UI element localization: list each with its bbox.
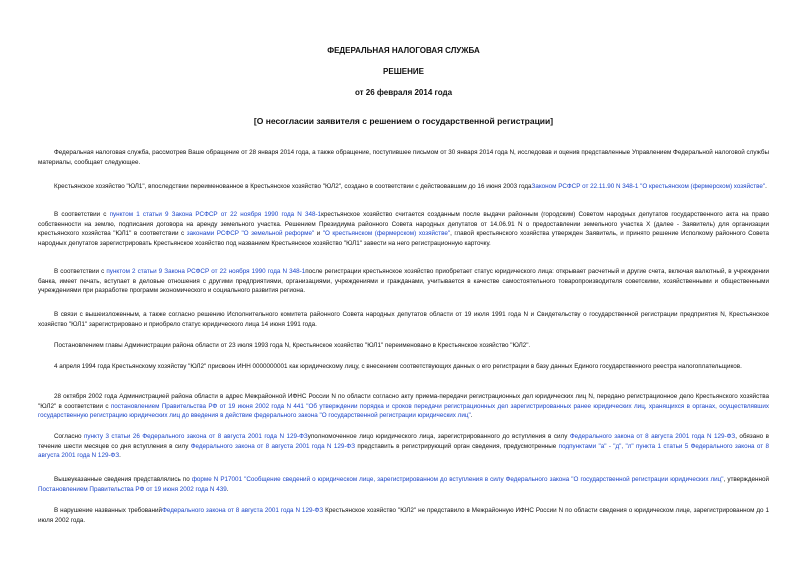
law-link-land-reform[interactable]: законами РСФСР "О земельной реформе" [186,230,315,238]
paragraph-text: , утвержденной [723,476,769,483]
document-subject: [О несогласии заявителя с решением о государственной регистрации] [253,116,554,126]
law-link-art9-p2[interactable]: пунктом 2 статьи 9 Закона РСФСР от 22 ноября 1990 года N 348-1 [106,268,306,275]
law-link-129fz[interactable]: Федерального закона от 8 августа 2001 года N 129-ФЗ [162,507,324,514]
paragraph-text: . [470,412,473,420]
paragraph-text: В нарушение названных требований [54,507,163,514]
law-link-decree-439[interactable]: Постановлением Правительства РФ от 19 июня 2002 года N 439 [38,485,227,493]
law-link-art9-p1[interactable]: пунктом 1 статьи 9 Закона РСФСР от 22 ноября 1990 года N 348-1 [109,211,322,218]
paragraph-9 [38,432,769,461]
paragraph-text: 4 апреля 1994 года Крестьянскому хозяйству "ЮЛ2" присвоен ИНН 0000000001 как юридическому лицу, с внесением соответствующих данных о его регистрации в базу данных Единого государственного реестра налогоплательщиков. [54,363,742,370]
law-link-129fz[interactable]: Федерального закона от 8 августа 2001 года N 129-ФЗ [569,433,736,440]
document-date: от 26 февраля 2014 года [354,88,453,97]
law-link-129fz-art5[interactable]: подпунктами "а" - "д", "л" пункта 1 статьи 5 Федерального закона от 8 августа 2001 года N 129-ФЗ [38,442,770,460]
paragraph-text: крестьянское хозяйство считается созданным после выдачи районным (городским) Советом народных депутатов государственного акта на право собственности на землю, подписания договора на аренду земельного участка. Решением Президиума районного Совета народных депутатов от 14.06.91 N о предоставлении земельного участка X (далее - Заявитель) для организации крестьянского хозяйства "ЮЛ1" в соответствии с [38,211,769,238]
law-link-farm-law[interactable]: "О крестьянском (фермерском) хозяйстве" [322,230,451,238]
paragraph-text: уполномоченное лицо юридического лица, зарегистрированного до вступления в силу [307,433,568,440]
paragraph-text: Постановлением главы Администрации района области от 23 июля 1993 года N, Крестьянское хозяйство "ЮЛ1" переименовано в Крестьянское хозяйство "ЮЛ2". [54,342,531,349]
paragraph-4 [38,267,769,296]
paragraph-2 [38,182,769,192]
paragraph-text: В соответствии с [54,211,107,218]
paragraph-text: В связи с вышеизложенным, а также согласно решению Исполнительного комитета районного Совета народных депутатов области от 19 июля 1991 года N и Свидетельству о государственной регистрации предприятия N, Крестьянское хозяйство "ЮЛ1" зарегистрировано и приобрело статус юридического лица 14 июня 1991 года. [38,311,769,328]
paragraph-10 [38,475,769,494]
paragraph-text: после регистрации крестьянское хозяйство приобретает статус юридического лица: открывает расчетный и другие счета, включая валютный, в учреждении банка, имеет печать, вступает в деловые отношения с другими предприятиями, организациями, учреждениями и гражданами, учитывается в качестве самостоятельного товаропроизводителя советскими, хозяйственными и общественными учреждениями при разработке программ экономического и социального развития региона. [38,268,770,295]
paragraph-3 [38,210,769,248]
paragraph-text: Крестьянское хозяйство "ЮЛ1", впоследствии переименованное в Крестьянское хозяйство "ЮЛ2", создано в соответствии с действовавшим до 16 июня 2003 года [54,183,532,190]
paragraph-text: Федеральная налоговая служба, рассмотрев Ваше обращение от 28 января 2014 года, а также обращение, поступившее письмом от 30 января 2014 года N, исследовав и оценив представленные Управлением Федеральной налоговой службы материалы, сообщает следующее. [38,149,769,166]
form-link-p17001[interactable]: форме N Р17001 "Сообщение сведений о юридическом лице, зарегистрированном до вступления в силу Федерального закона "О государственной регистрации юридических лиц" [191,476,724,483]
paragraph-text: и [316,230,321,238]
paragraph-text: Согласно [54,433,82,440]
paragraph-text: . [765,183,767,190]
law-link-348-1[interactable]: Законом РСФСР от 22.11.90 N 348-1 "О крестьянском (фермерском) хозяйстве" [531,183,766,190]
paragraph-text: В соответствии с [54,268,105,275]
paragraph-7 [38,362,769,372]
paragraph-5 [38,310,769,329]
law-link-decree-441[interactable]: постановлением Правительства РФ от 19 июня 2002 года N 441 "Об утверждении порядка и сроков передачи регистрационных дел зарегистрированных ранее юридических лиц, хранящихся в органах, осуществлявших государственную регистрацию юридических лиц до введения в действие федерального закона "О государственной регистрации юридических лиц" [38,402,770,420]
paragraph-1 [38,148,769,167]
paragraph-text: Крестьянское хозяйство "ЮЛ2" не представило в Межрайонную ИФНС России N по области сведения о юридическом лице, зарегистрированном до 1 июля 2002 года. [38,507,769,524]
paragraph-text: Вышеуказанные сведения представлялись по [54,476,190,483]
paragraph-text: . [226,485,229,493]
paragraph-text: , обязано в течение шести месяцев со дня вступления в силу [38,433,770,450]
paragraph-8 [38,392,769,421]
paragraph-6 [38,341,769,351]
document-type: РЕШЕНИЕ [383,67,424,76]
paragraph-text: представить в регистрирующий орган сведения, предусмотренные [357,442,557,450]
law-link-129fz[interactable]: Федерального закона от 8 августа 2001 года N 129-ФЗ [190,442,356,450]
paragraph-11 [38,506,769,525]
paragraph-text: 28 октября 2002 года Администрацией района области в адрес Межрайонной ИФНС России N по области согласно акту приема-передачи регистрационных дел юридических лиц N, передано регистрационное дело Крестьянского хозяйства "ЮЛ2" в соответствии с [38,393,769,410]
agency-title: ФЕДЕРАЛЬНАЯ НАЛОГОВАЯ СЛУЖБА [327,46,480,55]
law-link-129fz-art26[interactable]: пункту 3 статьи 26 Федерального закона от 8 августа 2001 года N 129-ФЗ [84,433,308,440]
paragraph-text: . [119,452,121,460]
paragraph-text: , главой крестьянского хозяйства утвержден Заявитель, и принято решение Исполкому районного Совета народных депутатов зарегистрировать Крестьянское хозяйство под названием Крестьянское хозяйство "ЮЛ1" завести на него регистрационную карточку. [38,230,770,247]
